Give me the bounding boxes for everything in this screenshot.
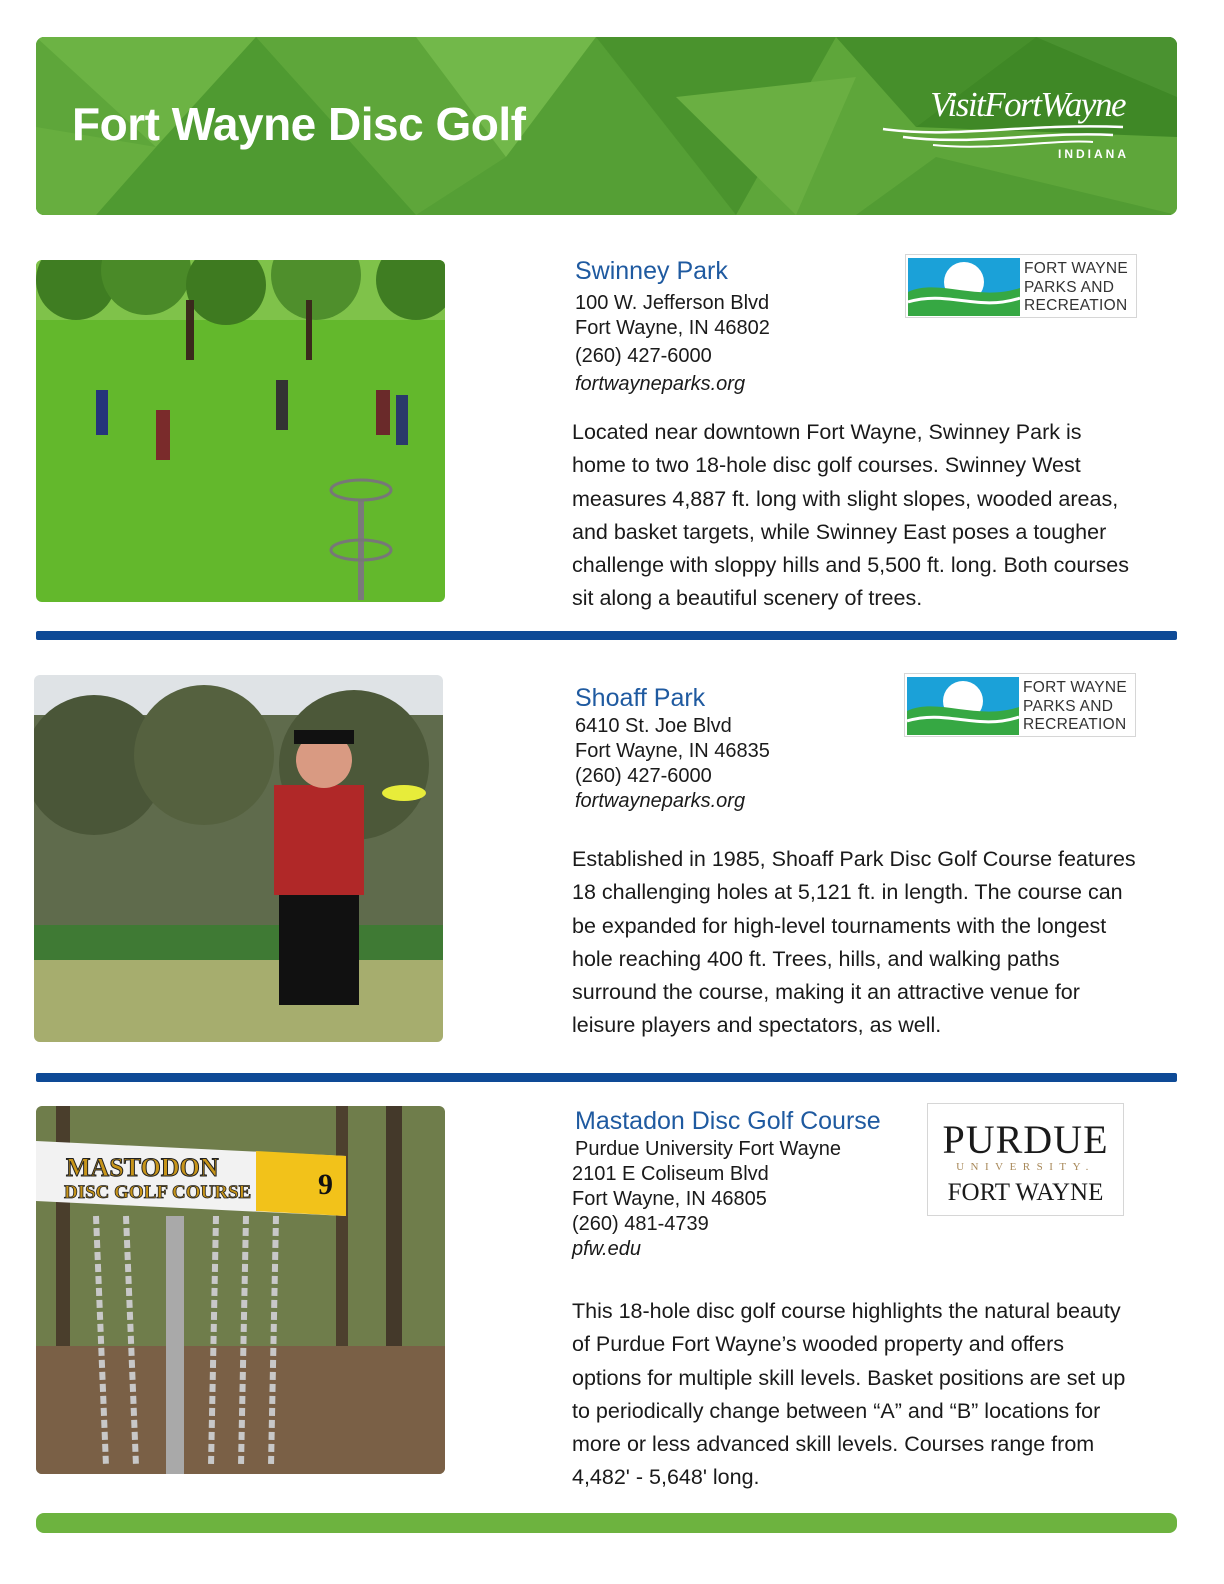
shoaff-info <box>575 682 770 814</box>
website-link[interactable]: fortwayneparks.org <box>575 373 746 395</box>
description-line: surround the course, making it an attractive venue for <box>572 980 1080 1005</box>
phone: (260) 481-4739 <box>572 1213 709 1235</box>
section-divider <box>36 1073 1177 1082</box>
description-line: sit along a beautiful scenery of trees. <box>572 586 923 611</box>
address-line-2: Fort Wayne, IN 46805 <box>572 1188 767 1210</box>
swinney-info <box>575 255 770 397</box>
phone: (260) 427-6000 <box>575 345 712 367</box>
description-line: challenge with sloppy hills and 5,500 ft. long. Both courses <box>572 553 1129 578</box>
purdue-university-label: UNIVERSITY. <box>956 1161 1095 1173</box>
footer-bar <box>36 1513 1177 1533</box>
description-line: more or less advanced skill levels. Courses range from <box>572 1432 1095 1457</box>
purdue-wordmark: PURDUE <box>942 1117 1109 1162</box>
parks-emblem-icon <box>907 677 1019 735</box>
address-line-2: Fort Wayne, IN 46835 <box>575 740 770 762</box>
parks-logo-line: FORT WAYNE <box>1023 679 1128 696</box>
basket-hole-number: 9 <box>318 1168 333 1201</box>
purdue-fort-wayne-logo <box>927 1103 1124 1216</box>
shoaff-park-photo <box>34 675 443 1042</box>
mastadon-photo <box>36 1106 445 1474</box>
description-line: leisure players and spectators, as well. <box>572 1013 942 1038</box>
swinney-park-photo <box>36 260 445 602</box>
website-link[interactable]: pfw.edu <box>572 1238 641 1260</box>
mastadon-info <box>572 1105 881 1262</box>
basket-sign-line-2: DISC GOLF COURSE <box>64 1182 252 1203</box>
phone: (260) 427-6000 <box>575 765 712 787</box>
parks-logo <box>905 254 1137 318</box>
course-name: Shoaff Park <box>575 684 706 712</box>
parks-logo-line: RECREATION <box>1023 716 1127 733</box>
address-line-1: 100 W. Jefferson Blvd <box>575 292 770 314</box>
description-line: to periodically change between “A” and “B” locations for <box>572 1398 1101 1423</box>
section-divider <box>36 631 1177 640</box>
shoaff-description <box>572 843 1136 1043</box>
address-line-1: 2101 E Coliseum Blvd <box>572 1163 769 1185</box>
swinney-description <box>572 416 1129 616</box>
course-name: Mastadon Disc Golf Course <box>575 1107 881 1135</box>
parks-logo <box>904 673 1136 737</box>
description-line: hole reaching 400 ft. Trees, hills, and walking paths <box>572 946 1060 971</box>
parks-logo-line: RECREATION <box>1024 297 1128 314</box>
description-line: Located near downtown Fort Wayne, Swinney Park is <box>572 420 1082 444</box>
page-title: Fort Wayne Disc Golf <box>72 98 526 150</box>
parks-logo-line: PARKS AND <box>1023 697 1114 715</box>
address-line-1: 6410 St. Joe Blvd <box>575 715 732 737</box>
parks-logo-line: PARKS AND <box>1024 278 1115 296</box>
basket-sign-line-1: MASTODON <box>66 1153 219 1182</box>
description-line: home to two 18-hole disc golf courses. Swinney West <box>572 453 1081 478</box>
website-link[interactable]: fortwayneparks.org <box>575 790 746 812</box>
organization: Purdue University Fort Wayne <box>575 1138 842 1160</box>
description-line: and basket targets, while Swinney East poses a tougher <box>572 519 1107 544</box>
mastadon-description <box>572 1295 1125 1495</box>
header-banner <box>36 37 1177 215</box>
description-line: 18 challenging holes at 5,121 ft. in length. The course can <box>572 880 1123 905</box>
address-line-2: Fort Wayne, IN 46802 <box>575 317 770 339</box>
purdue-campus-label: FORT WAYNE <box>947 1179 1104 1206</box>
parks-emblem-icon <box>908 258 1020 316</box>
description-line: Established in 1985, Shoaff Park Disc Golf Course features <box>572 847 1136 871</box>
description-line: of Purdue Fort Wayne’s wooded property and offers <box>572 1332 1064 1357</box>
logo-subtitle: INDIANA <box>1058 147 1129 161</box>
visit-fort-wayne-logo <box>873 85 1135 165</box>
logo-wordmark: VisitFortWayne <box>930 85 1125 124</box>
parks-logo-line: FORT WAYNE <box>1024 260 1129 277</box>
description-line: options for multiple skill levels. Basket positions are set up <box>572 1365 1126 1390</box>
description-line: This 18-hole disc golf course highlights the natural beauty <box>572 1299 1121 1323</box>
description-line: 4,482' - 5,648' long. <box>572 1465 760 1490</box>
description-line: be expanded for high-level tournaments with the longest <box>572 913 1107 938</box>
course-name: Swinney Park <box>575 257 728 285</box>
description-line: measures 4,887 ft. long with slight slopes, wooded areas, <box>572 486 1119 511</box>
